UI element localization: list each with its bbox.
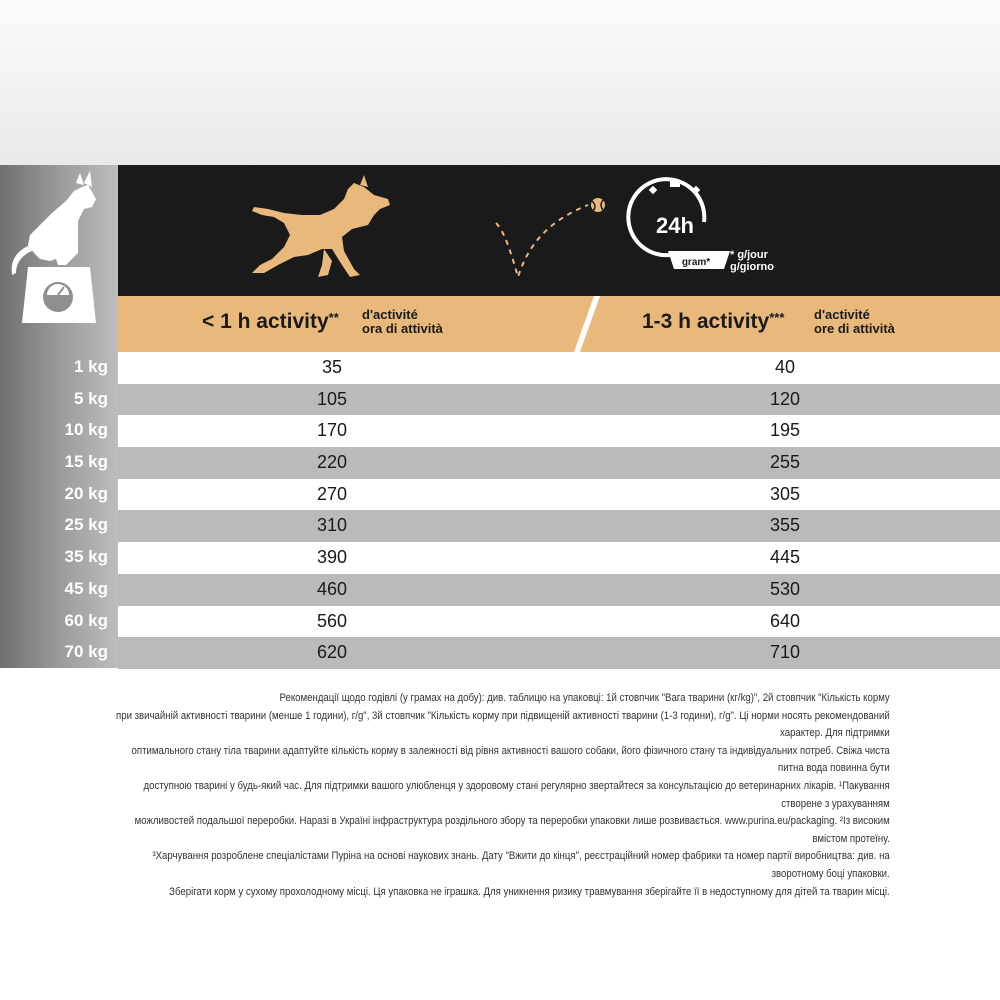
table-row bbox=[118, 574, 1000, 606]
weight-label: 20 kg bbox=[64, 483, 108, 503]
table-row bbox=[118, 352, 1000, 384]
footnote-line: можливостей подальшої переробки. Наразі в Україні інфраструктура роздільного збору та переробки упаковки лише розвивається. www.purina.eu/packaging. ²Із високим вмістом протеїну. bbox=[134, 815, 890, 845]
weight-label: 15 kg bbox=[64, 452, 108, 472]
weight-label: 70 kg bbox=[64, 642, 108, 662]
high-activity-value: 640 bbox=[769, 610, 801, 631]
high-activity-value: 445 bbox=[769, 547, 801, 568]
footnote-line: оптимального стану тіла тварини адаптуйте кількість корму в залежності від рівня активності вашого собаки, його фізичного стану та індивідуальних потреб. Свіжа чиста питна вода повинна бути bbox=[131, 744, 890, 775]
low-activity-value: 390 bbox=[316, 547, 348, 568]
high-activity-value: 710 bbox=[769, 642, 801, 663]
table-row bbox=[118, 637, 1000, 669]
weight-label: 60 kg bbox=[64, 610, 108, 630]
high-activity-value: 355 bbox=[769, 515, 801, 536]
footnote-line: Рекомендації щодо годівлі (у грамах на добу): див. таблицю на упаковці: 1й стовпчик "Вага тварини (кг/kg)", 2й стовпчик "Кількість корму bbox=[279, 692, 890, 704]
table-row bbox=[118, 447, 1000, 479]
low-activity-value: 220 bbox=[316, 452, 348, 473]
footnote-line: Зберігати корм у сухому прохолодному місці. Ця упаковка не іграшка. Для уникнення ризику травмування зберігайте її в недоступному для дітей та тварин місці. bbox=[169, 885, 890, 898]
weight-label: 25 kg bbox=[64, 515, 108, 535]
table-row bbox=[118, 510, 1000, 542]
gram-note bbox=[730, 249, 774, 273]
low-activity-value: 310 bbox=[316, 515, 348, 536]
high-activity-value: 195 bbox=[769, 420, 801, 441]
feeding-table bbox=[118, 352, 1000, 669]
top-background bbox=[0, 0, 1000, 165]
high-activity-value: 120 bbox=[769, 388, 801, 409]
dog-on-scale-icon bbox=[0, 165, 118, 351]
gram-note-line2: g/giorno bbox=[730, 261, 774, 273]
weight-list bbox=[0, 351, 118, 668]
ball-icon bbox=[591, 198, 605, 212]
low-activity-value: 560 bbox=[316, 610, 348, 631]
weight-label: 5 kg bbox=[73, 388, 108, 408]
low-activity-value: 270 bbox=[316, 483, 348, 504]
column-divider bbox=[574, 296, 600, 352]
weight-label: 35 kg bbox=[64, 547, 108, 567]
low-activity-value: 460 bbox=[316, 578, 348, 599]
weight-label: 1 kg bbox=[73, 357, 108, 376]
low-activity-value: 105 bbox=[316, 388, 348, 409]
high-activity-value: 530 bbox=[769, 578, 801, 599]
high-activity-sublabel: d'activité ore di attività bbox=[814, 307, 895, 336]
running-dog-icon bbox=[252, 175, 390, 277]
weight-label: 45 kg bbox=[64, 578, 108, 598]
footnote-text bbox=[108, 690, 890, 901]
gram-note-line1: * g/jour bbox=[730, 249, 768, 261]
ball-trajectory bbox=[496, 205, 588, 277]
footnote-line: при звичайній активності тварини (менше 1 години), г/g", 3й стовпчик "Кількість корму при підвищеній активності тварини (1-3 години), г/g". Ці норми носять рекомендований характер. Для підтримки bbox=[116, 709, 890, 740]
low-activity-value: 170 bbox=[316, 420, 348, 441]
high-activity-value: 305 bbox=[769, 483, 801, 504]
header-band bbox=[118, 165, 1000, 296]
clock-24h-icon bbox=[628, 179, 730, 269]
gram-badge: gram* bbox=[681, 257, 711, 268]
high-activity-value: 40 bbox=[774, 357, 796, 377]
high-activity-value: 255 bbox=[769, 452, 801, 473]
table-row bbox=[118, 542, 1000, 574]
table-row bbox=[118, 479, 1000, 511]
table-row bbox=[118, 606, 1000, 638]
footnote-line: доступною тварині у будь-який час. Для підтримки вашого улюбленця у здоровому стані регулярно звертайтеся за консультацією до ветеринарних лікарів. ¹Пакування створене з урахуванням bbox=[143, 779, 890, 810]
table-row bbox=[118, 384, 1000, 416]
activity-header bbox=[118, 296, 1000, 352]
low-activity-label: < 1 h activity** bbox=[202, 310, 339, 333]
footnote-line: ³Харчування розроблене спеціалістами Пуріна на основі наукових знань. Дату "Вжити до кінця", реєстраційний номер фабрики та номер партії виробництва: див. на зворотному боці упаковки. bbox=[152, 850, 890, 880]
weight-column bbox=[0, 165, 118, 668]
low-activity-sublabel: d'activité ora di attività bbox=[362, 307, 443, 336]
weight-label: 10 kg bbox=[64, 420, 108, 440]
high-activity-label: 1-3 h activity*** bbox=[642, 310, 785, 333]
clock-label: 24h bbox=[656, 213, 694, 238]
table-row bbox=[118, 415, 1000, 447]
low-activity-value: 35 bbox=[321, 357, 343, 377]
low-activity-value: 620 bbox=[316, 642, 348, 663]
